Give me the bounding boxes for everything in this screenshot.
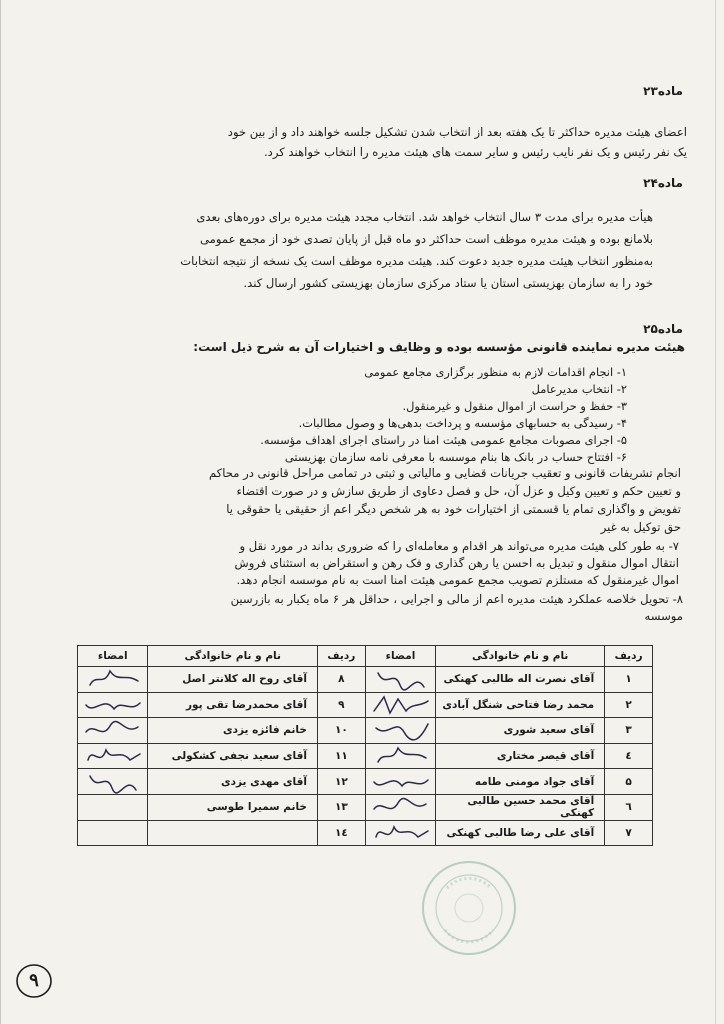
- row-number: ٦: [605, 794, 653, 820]
- member-signature: [365, 769, 435, 795]
- article-23-line: اعضای هیئت مدیره حداکثر تا یک هفته بعد از انتخاب شدن تشکیل جلسه خواهند داد و از بین خود: [227, 125, 687, 139]
- member-signature: [78, 820, 148, 846]
- signature-scribble: [80, 744, 146, 768]
- duty-6-continuation: [61, 464, 681, 536]
- row-number: ۱۲: [317, 769, 365, 795]
- table-body: [78, 667, 653, 846]
- article-24-heading: ماده۲۴: [643, 176, 683, 190]
- row-number: ۷: [605, 820, 653, 846]
- member-name: آقای علی رضا طالبی کهنکی: [436, 820, 605, 846]
- member-name: آقای جواد مومنی طامه: [436, 769, 605, 795]
- table-row: [78, 718, 653, 744]
- duty-7-line: ۷- به طور کلی هیئت مدیره می‌تواند هر اقدام و معامله‌ای را که ضروری بداند در مورد نقل و: [239, 539, 679, 553]
- board-signature-table: [77, 645, 653, 846]
- col-sign-header: امضاء: [78, 646, 148, 667]
- member-signature: [78, 769, 148, 795]
- col-name-header: نام و نام خانوادگی: [436, 646, 605, 667]
- member-signature: [365, 743, 435, 769]
- member-signature: [78, 794, 148, 820]
- member-name: محمد رضا فتاحی شنگل آبادی: [436, 692, 605, 718]
- member-signature: [365, 820, 435, 846]
- table-row: [78, 794, 653, 820]
- col-sign-header: امضاء: [365, 646, 435, 667]
- article-24-line: هیأت مدیره برای مدت ۳ سال انتخاب خواهد شد. انتخاب مجدد هیئت مدیره برای دوره‌های بعدی: [196, 210, 653, 224]
- col-row-header: ردیف: [317, 646, 365, 667]
- member-name: آقای روح اله کلانتر اصل: [148, 667, 317, 693]
- row-number: ۱۱: [317, 743, 365, 769]
- duty-item: ۶- افتتاح حساب در بانک ها بنام موسسه با معرفی نامه سازمان بهزیستی: [284, 450, 627, 464]
- duty-item: ۳- حفظ و حراست از اموال منقول و غیرمنقول.: [402, 399, 627, 413]
- member-name: [148, 820, 317, 846]
- table-row: [78, 692, 653, 718]
- signature-scribble: [80, 667, 146, 691]
- organization-seal-stamp: [417, 858, 521, 958]
- row-number: ۲: [605, 692, 653, 718]
- signature-scribble: [368, 693, 434, 717]
- signature-scribble: [368, 795, 434, 819]
- duty-item: ۲- انتخاب مدیرعامل: [531, 382, 627, 396]
- row-number: ٤: [605, 743, 653, 769]
- member-signature: [78, 718, 148, 744]
- row-number: ۸: [317, 667, 365, 693]
- signature-scribble: [80, 770, 146, 794]
- duty-7-line: اموال غیرمنقول که مستلزم تصویب مجمع عمومی هیئت امنا است به نام موسسه انجام دهد.: [236, 573, 679, 587]
- signature-scribble: [80, 693, 146, 717]
- member-name: آقای قیصر مختاری: [436, 743, 605, 769]
- signature-scribble: [368, 744, 434, 768]
- row-number: ۱: [605, 667, 653, 693]
- member-name: خانم سمیرا طوسی: [148, 794, 317, 820]
- signature-scribble: [368, 667, 434, 691]
- table-header-row: [78, 646, 653, 667]
- duty-8: [63, 591, 683, 625]
- row-number: ۹: [317, 692, 365, 718]
- col-name-header: نام و نام خانوادگی: [148, 646, 317, 667]
- member-signature: [78, 692, 148, 718]
- member-signature: [365, 667, 435, 693]
- duty-6-line: و تعیین حکم و تعیین وکیل و عزل آن، حل و فصل دعاوی از طریق سازش و در صورت اقتضاء: [236, 484, 681, 498]
- member-signature: [78, 743, 148, 769]
- row-number: ۱۳: [317, 794, 365, 820]
- duty-6-line: انجام تشریفات قانونی و تعقیب جریانات قضایی و مالیاتی و ثبتی در تمامی مراحل قانونی در محاکم: [208, 466, 681, 480]
- duties-list: [67, 364, 627, 466]
- article-23-line: یک نفر رئیس و یک نفر نایب رئیس و سایر سمت های هیئت مدیره را انتخاب خواهند کرد.: [263, 145, 687, 159]
- article-25-intro: هیئت مدیره نماینده قانونی مؤسسه بوده و وظایف و اختیارات آن به شرح ذیل است:: [193, 340, 685, 354]
- row-number: ۵: [605, 769, 653, 795]
- member-name: آقای سعید نجفی کشکولی: [148, 743, 317, 769]
- duty-7-line: انتقال اموال منقول و تبدیل به احسن یا رهن گذاری و فک رهن و استقراض به استثنای فروش: [234, 556, 679, 570]
- article-25-heading: ماده۲۵: [643, 322, 683, 336]
- table-row: [78, 667, 653, 693]
- article-23-text: [57, 122, 687, 162]
- col-row-header: ردیف: [605, 646, 653, 667]
- member-name: آقای مهدی یزدی: [148, 769, 317, 795]
- article-24-line: خود را به سازمان بهزیستی استان یا ستاد مرکزی سازمان بهزیستی کشور ارسال کند.: [243, 276, 653, 290]
- duty-6-line: حق توکیل به غیر: [600, 520, 681, 534]
- article-24-line: به‌منظور انتخاب هیئت مدیره جدید دعوت کند. هیئت مدیره موظف است یک نسخه از نتیجه انتخابات: [180, 254, 653, 268]
- article-24-text: [57, 206, 653, 294]
- member-name: خانم فائزه یزدی: [148, 718, 317, 744]
- signature-scribble: [368, 770, 434, 794]
- page-number: ۹: [29, 970, 39, 991]
- signature-scribble: [368, 718, 434, 742]
- signature-scribble: [368, 821, 434, 845]
- member-signature: [365, 718, 435, 744]
- member-name: آقای نصرت اله طالبی کهنکی: [436, 667, 605, 693]
- member-signature: [365, 794, 435, 820]
- duty-item: ۴- رسیدگی به حسابهای مؤسسه و پرداخت بدهی‌ها و وصول مطالبات.: [298, 416, 627, 430]
- member-name: آقای محمد حسین طالبی کهنکی: [436, 794, 605, 820]
- scan-edge-line: [715, 0, 716, 1024]
- duty-7: [63, 538, 679, 589]
- article-24-line: بلامانع بوده و هیئت مدیره موظف است حداکثر دو ماه قبل از پایان تصدی خود از مجمع عمومی: [200, 232, 653, 246]
- duty-item: ۱- انجام اقدامات لازم به منظور برگزاری مجامع عمومی: [364, 365, 627, 379]
- duty-8-line: ۸- تحویل خلاصه عملکرد هیئت مدیره اعم از مالی و اجرایی ، حداقل هر ۶ ماه یکبار به بازرسین: [230, 592, 683, 606]
- signature-scribble: [80, 718, 146, 742]
- row-number: ۱٤: [317, 820, 365, 846]
- duty-8-line: موسسه: [644, 609, 683, 623]
- member-name: آقای سعید شوری: [436, 718, 605, 744]
- duty-item: ۵- اجرای مصوبات مجامع عمومی هیئت امنا در راستای اجرای اهداف مؤسسه.: [260, 433, 627, 447]
- member-name: آقای محمدرضا تقی پور: [148, 692, 317, 718]
- row-number: ۳: [605, 718, 653, 744]
- table-row: [78, 820, 653, 846]
- table-row: [78, 743, 653, 769]
- article-23-heading: ماده۲۳: [643, 84, 683, 98]
- table-row: [78, 769, 653, 795]
- member-signature: [365, 692, 435, 718]
- row-number: ۱۰: [317, 718, 365, 744]
- member-signature: [78, 667, 148, 693]
- duty-6-line: تفویض و واگذاری تمام یا قسمتی از اختیارات خود به هر شخص دیگر اعم از حقیقی یا حقوقی یا: [226, 502, 681, 516]
